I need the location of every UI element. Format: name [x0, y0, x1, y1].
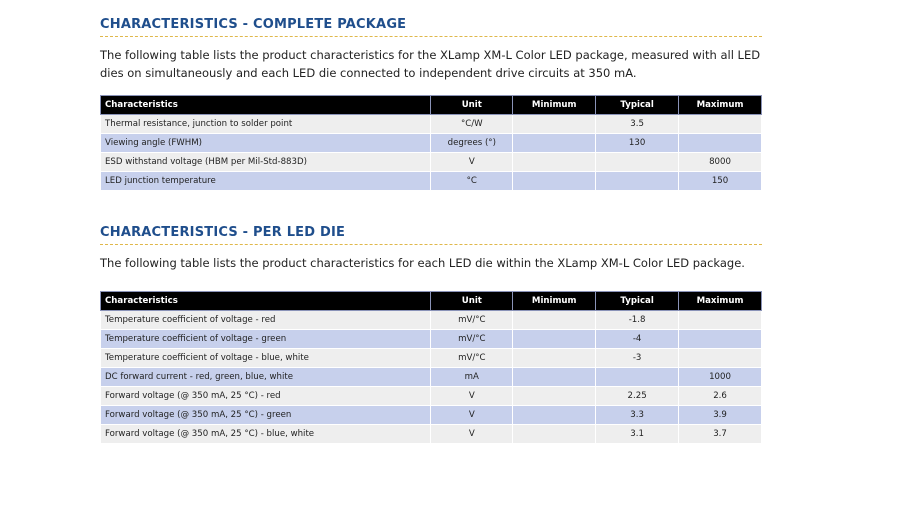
- cell-characteristic: Viewing angle (FWHM): [101, 134, 431, 153]
- cell-maximum: 3.9: [679, 406, 762, 425]
- cell-minimum: [513, 134, 596, 153]
- cell-unit: °C/W: [431, 115, 513, 134]
- table-row: [101, 153, 762, 172]
- cell-maximum: [679, 134, 762, 153]
- cell-characteristic: Forward voltage (@ 350 mA, 25 °C) - blue, white: [101, 425, 431, 444]
- cell-typical: 3.5: [596, 115, 679, 134]
- cell-typical: [596, 153, 679, 172]
- table-row: [101, 349, 762, 368]
- cell-characteristic: Temperature coefficient of voltage - blue, white: [101, 349, 431, 368]
- cell-unit: mV/°C: [431, 311, 513, 330]
- cell-maximum: 150: [679, 172, 762, 191]
- cell-characteristic: Thermal resistance, junction to solder point: [101, 115, 431, 134]
- section-intro: The following table lists the product characteristics for each LED die within the XLamp XM-L Color LED package.: [100, 256, 745, 270]
- section-intro: The following table lists the product characteristics for the XLamp XM-L Color LED package, measured with all LED dies on simultaneously and each LED die connected to independent drive circuits at 350 mA.: [100, 48, 761, 80]
- header-maximum: Maximum: [679, 292, 762, 311]
- cell-maximum: 8000: [679, 153, 762, 172]
- cell-characteristic: DC forward current - red, green, blue, white: [101, 368, 431, 387]
- table-row: [101, 387, 762, 406]
- table-row: [101, 368, 762, 387]
- cell-unit: mV/°C: [431, 330, 513, 349]
- header-characteristics: Characteristics: [101, 96, 431, 115]
- cell-typical: 3.1: [596, 425, 679, 444]
- cell-typical: [596, 368, 679, 387]
- header-minimum: Minimum: [513, 96, 596, 115]
- cell-minimum: [513, 387, 596, 406]
- cell-unit: V: [431, 425, 513, 444]
- cell-characteristic: Forward voltage (@ 350 mA, 25 °C) - red: [101, 387, 431, 406]
- header-unit: Unit: [431, 292, 513, 311]
- cell-characteristic: ESD withstand voltage (HBM per Mil-Std-883D): [101, 153, 431, 172]
- cell-minimum: [513, 368, 596, 387]
- table-row: [101, 425, 762, 444]
- header-maximum: Maximum: [679, 96, 762, 115]
- cell-typical: -1.8: [596, 311, 679, 330]
- cell-unit: °C: [431, 172, 513, 191]
- cell-minimum: [513, 425, 596, 444]
- header-typical: Typical: [596, 292, 679, 311]
- cell-characteristic: Forward voltage (@ 350 mA, 25 °C) - green: [101, 406, 431, 425]
- cell-minimum: [513, 172, 596, 191]
- table-row: [101, 311, 762, 330]
- cell-typical: 3.3: [596, 406, 679, 425]
- cell-typical: [596, 172, 679, 191]
- header-typical: Typical: [596, 96, 679, 115]
- table-row: [101, 406, 762, 425]
- cell-maximum: 2.6: [679, 387, 762, 406]
- cell-unit: V: [431, 406, 513, 425]
- cell-minimum: [513, 153, 596, 172]
- table-header-row: [101, 96, 762, 115]
- header-characteristics: Characteristics: [101, 292, 431, 311]
- cell-unit: degrees (°): [431, 134, 513, 153]
- cell-unit: V: [431, 153, 513, 172]
- characteristics-table-package: [100, 95, 762, 191]
- cell-minimum: [513, 406, 596, 425]
- header-unit: Unit: [431, 96, 513, 115]
- characteristics-table-per-die: [100, 291, 762, 444]
- table-header-row: [101, 292, 762, 311]
- cell-unit: mA: [431, 368, 513, 387]
- cell-characteristic: Temperature coefficient of voltage - red: [101, 311, 431, 330]
- table-row: [101, 172, 762, 191]
- cell-unit: mV/°C: [431, 349, 513, 368]
- cell-typical: -4: [596, 330, 679, 349]
- section-heading: CHARACTERISTICS - PER LED DIE: [100, 225, 762, 245]
- cell-characteristic: LED junction temperature: [101, 172, 431, 191]
- cell-typical: 130: [596, 134, 679, 153]
- section-heading: CHARACTERISTICS - COMPLETE PACKAGE: [100, 17, 762, 37]
- table-row: [101, 134, 762, 153]
- section-complete-package: [100, 17, 762, 191]
- cell-maximum: [679, 115, 762, 134]
- cell-unit: V: [431, 387, 513, 406]
- cell-maximum: [679, 349, 762, 368]
- table-row: [101, 115, 762, 134]
- cell-typical: -3: [596, 349, 679, 368]
- cell-maximum: [679, 311, 762, 330]
- cell-typical: 2.25: [596, 387, 679, 406]
- cell-maximum: 1000: [679, 368, 762, 387]
- cell-minimum: [513, 349, 596, 368]
- cell-minimum: [513, 115, 596, 134]
- table-row: [101, 330, 762, 349]
- cell-minimum: [513, 330, 596, 349]
- header-minimum: Minimum: [513, 292, 596, 311]
- cell-characteristic: Temperature coefficient of voltage - green: [101, 330, 431, 349]
- cell-minimum: [513, 311, 596, 330]
- cell-maximum: 3.7: [679, 425, 762, 444]
- section-per-led-die: [100, 225, 762, 444]
- cell-maximum: [679, 330, 762, 349]
